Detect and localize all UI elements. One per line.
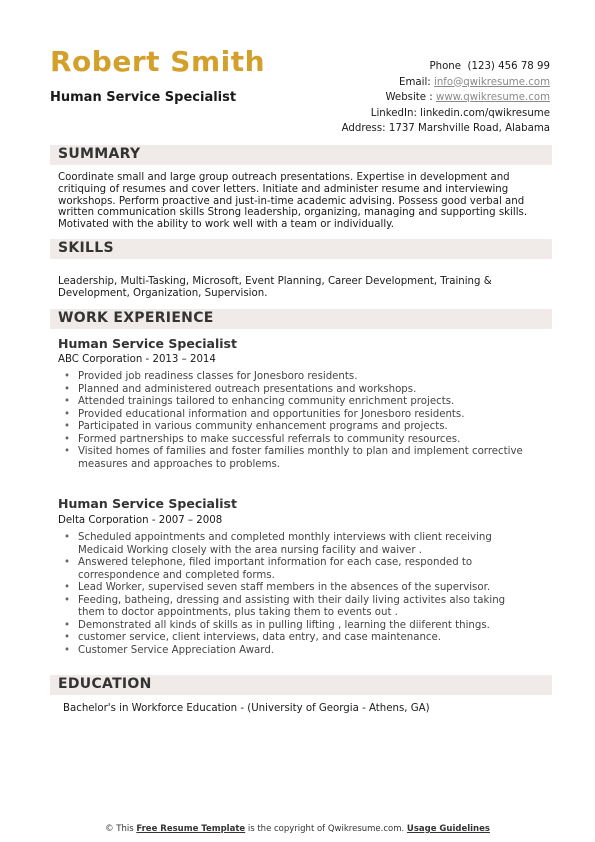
address-value: 1737 Marshville Road, Alabama	[388, 123, 550, 134]
contact-email-row	[250, 75, 550, 91]
contact-phone-row	[250, 59, 550, 75]
contact-block	[250, 59, 550, 137]
education-section-header	[50, 675, 552, 695]
work-heading: WORK EXPERIENCE	[58, 310, 214, 326]
list-item: • Scheduled appointments and completed monthly interviews with client receiving Medicaid Working closely with the area nursing facility and waiver .	[58, 532, 528, 557]
email-link[interactable]: info@qwikresume.com	[433, 76, 550, 88]
job-1-title: Human Service Specialist	[58, 336, 237, 351]
footer-prefix: © This	[105, 824, 137, 834]
list-item: • Lead Worker, supervised seven staff members in the absences of the supervisor.	[58, 582, 528, 595]
candidate-job-title: Human Service Specialist	[50, 90, 237, 105]
list-item: • Participated in various community enhancement programs and projects.	[58, 421, 528, 434]
linkedin-value: linkedin.com/qwikresume	[420, 107, 550, 119]
list-item: • Customer Service Appreciation Award.	[58, 645, 528, 658]
skills-text: Leadership, Multi-Tasking, Microsoft, Event Planning, Career Development, Training & Development, Organization, Supervision.	[58, 276, 492, 299]
work-section-header	[50, 309, 552, 329]
job-2-title: Human Service Specialist	[58, 496, 237, 511]
linkedin-label: LinkedIn:	[370, 107, 417, 119]
phone-label: Phone	[429, 61, 462, 72]
list-item: • Feeding, batheing, dressing and assisting with their daily living activites also taking them to doctor appointments, plus taking them to events out .	[58, 595, 528, 620]
summary-heading: SUMMARY	[58, 146, 141, 162]
address-label: Address:	[341, 123, 386, 134]
footer	[0, 824, 595, 834]
list-item: • Answered telephone, filed important information for each case, responded to correspondence and completed forms.	[58, 557, 528, 582]
list-item: • customer service, client interviews, data entry, and case maintenance.	[58, 632, 528, 645]
list-item: • Planned and administered outreach presentations and workshops.	[58, 384, 528, 397]
list-item: • Attended trainings tailored to enhancing community enrichment projects.	[58, 396, 528, 409]
education-heading: EDUCATION	[58, 676, 152, 692]
job-1-company: ABC Corporation - 2013 – 2014	[58, 354, 216, 365]
candidate-name: Robert Smith	[50, 45, 266, 78]
job-2-company: Delta Corporation - 2007 – 2008	[58, 515, 223, 526]
contact-address-row	[250, 121, 550, 137]
skills-heading: SKILLS	[58, 240, 114, 256]
free-resume-template-link[interactable]: Free Resume Template	[136, 824, 246, 834]
list-item: • Visited homes of families and foster families monthly to plan and implement corrective measures and approaches to problems.	[58, 446, 528, 471]
job-2-bullet-list	[58, 532, 528, 657]
summary-section-header	[50, 145, 552, 165]
phone-value: (123) 456 78 99	[467, 61, 550, 72]
list-item: • Demonstrated all kinds of skills as in pulling lifting , learning the diiferent things.	[58, 620, 528, 633]
job-1-bullet-list	[58, 371, 528, 471]
email-label: Email:	[399, 76, 431, 88]
usage-guidelines-link[interactable]: Usage Guidelines	[406, 824, 490, 834]
skills-section-header	[50, 239, 552, 259]
website-label: Website :	[385, 92, 433, 103]
contact-linkedin-row	[250, 106, 550, 122]
website-link[interactable]: www.qwikresume.com	[435, 92, 550, 103]
education-text: Bachelor's in Workforce Education - (University of Georgia - Athens, GA)	[63, 703, 430, 714]
summary-text: Coordinate small and large group outreach presentations. Expertise in development and critiquing of resumes and cover letters. Initiate and administer resume and interviewing workshops. Perform proactive and just-in-time academic advising. Possess good verbal and written communication skills Strong leadership, organizing, managing and supporting skills. Motivated with the ability to work well with a team or individually.	[58, 172, 528, 231]
list-item: • Provided educational information and opportunities for Jonesboro residents.	[58, 409, 528, 422]
footer-middle: is the copyright of Qwikresume.com.	[245, 824, 407, 834]
list-item: • Provided job readiness classes for Jonesboro residents.	[58, 371, 528, 384]
contact-website-row	[250, 90, 550, 106]
list-item: • Formed partnerships to make successful referrals to community resources.	[58, 434, 528, 447]
